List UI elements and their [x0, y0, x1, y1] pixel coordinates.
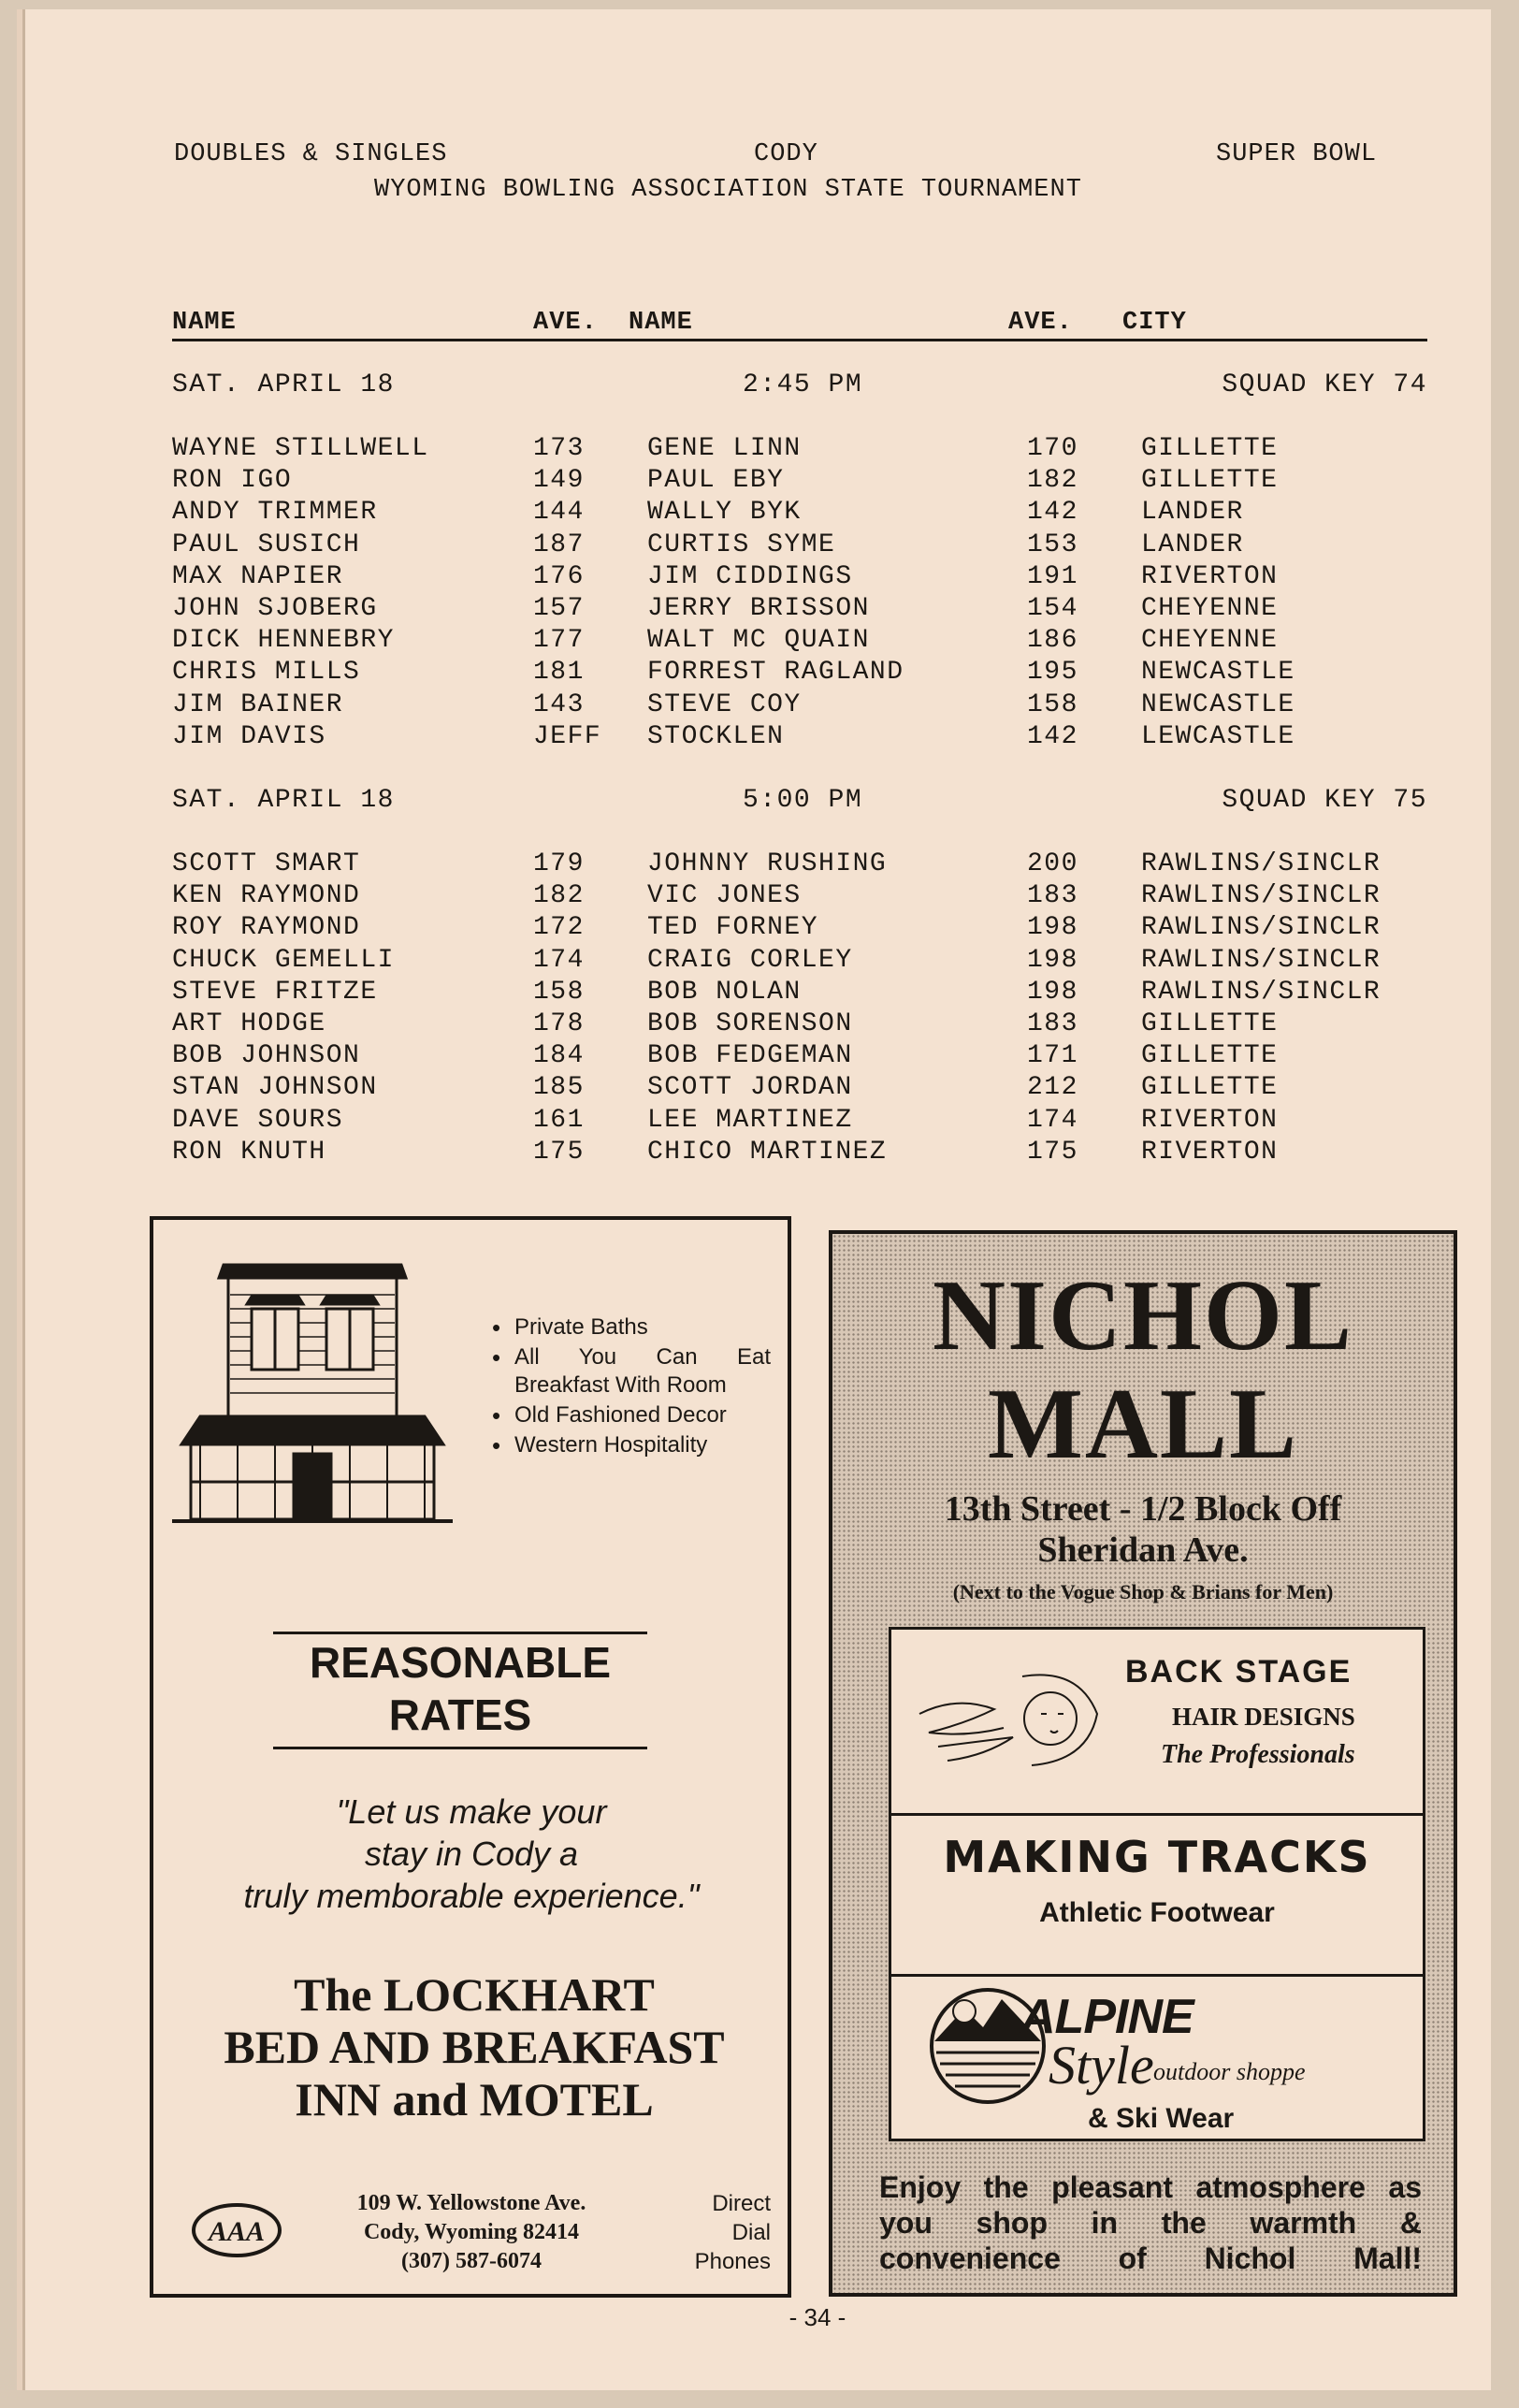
mall-title-line: NICHOL	[932, 1260, 1354, 1371]
squad-date: SAT. APRIL 18	[172, 370, 395, 399]
phone-number: (307) 587-6074	[401, 2249, 542, 2273]
bowler-2-average: 153	[1027, 529, 1078, 559]
location-line: 13th Street - 1/2 Block Off	[944, 1489, 1342, 1529]
bowler-2-average: 142	[1027, 498, 1078, 528]
making-tracks-subtitle: Athletic Footwear	[1039, 1897, 1275, 1928]
bowler-1-average: 185	[533, 1073, 585, 1103]
city: GILLETTE	[1141, 466, 1279, 496]
squad-time: 2:45 PM	[743, 370, 863, 399]
bowler-2-name: STOCKLEN	[647, 721, 785, 751]
mall-slogan: Enjoy the pleasant atmosphere as you shop in the warmth & convenience of Nichol Mall!	[879, 2170, 1422, 2275]
bowler-1-average: 176	[533, 561, 585, 591]
bowler-2-average: 170	[1027, 434, 1078, 463]
squad-time: 5:00 PM	[743, 786, 863, 815]
alpine-name: ALPINE	[1020, 1990, 1194, 2044]
bowler-2-name: JOHNNY RUSHING	[647, 849, 888, 878]
bowler-1-name: RON IGO	[172, 466, 293, 496]
bowler-1-average: 173	[533, 434, 585, 463]
bowler-2-average: 142	[1027, 721, 1078, 751]
bowler-1-name: SCOTT SMART	[172, 849, 361, 878]
city: RIVERTON	[1141, 1137, 1279, 1167]
reasonable-rates-banner	[273, 1632, 647, 1749]
city: GILLETTE	[1141, 1008, 1279, 1038]
inn-name	[153, 1968, 795, 2125]
col-name-1: NAME	[172, 309, 237, 337]
bowler-2-average: 182	[1027, 466, 1078, 496]
bowler-1-name: JIM BAINER	[172, 689, 344, 719]
bowler-2-average: 200	[1027, 849, 1078, 878]
roster-row	[172, 722, 1427, 754]
amenity-item: • Old Fashioned Decor	[490, 1401, 771, 1429]
header-right: SUPER BOWL	[1216, 140, 1378, 168]
bowler-2-name: PAUL EBY	[647, 466, 785, 496]
store-making-tracks	[891, 1813, 1423, 1977]
address-line: Cody, Wyoming 82414	[363, 2220, 580, 2244]
aaa-logo-icon	[191, 2202, 282, 2258]
col-ave-1: AVE.	[533, 309, 598, 337]
rates-line: RATES	[388, 1690, 532, 1739]
bowler-1-average: 177	[533, 626, 585, 656]
city: LANDER	[1141, 498, 1244, 528]
back-stage-name: BACK STAGE	[1125, 1654, 1353, 1690]
roster-row	[172, 1106, 1427, 1138]
bowler-2-name: SCOTT JORDAN	[647, 1073, 853, 1103]
bowler-2-name: GENE LINN	[647, 434, 802, 463]
roster-row	[172, 594, 1427, 626]
roster-row	[172, 1009, 1427, 1041]
roster-row	[172, 978, 1427, 1009]
bowler-1-name: ROY RAYMOND	[172, 913, 361, 943]
lockhart-ad	[150, 1216, 791, 2298]
bowler-2-average: 186	[1027, 626, 1078, 656]
amenity-item: • All You Can Eat Breakfast With Room	[490, 1343, 771, 1400]
bowler-1-average: 149	[533, 466, 585, 496]
city: CHEYENNE	[1141, 593, 1279, 623]
bowler-1-name: STEVE FRITZE	[172, 977, 378, 1007]
bowler-1-name: CHRIS MILLS	[172, 658, 361, 688]
bowler-2-name: BOB FEDGEMAN	[647, 1041, 853, 1071]
bowler-2-name: STEVE COY	[647, 689, 802, 719]
store-alpine-style	[891, 1974, 1423, 2139]
bowler-2-name: VIC JONES	[647, 881, 802, 911]
program-page	[17, 9, 1491, 2390]
roster-row	[172, 530, 1427, 562]
bowler-1-name: PAUL SUSICH	[172, 529, 361, 559]
slogan-quote	[172, 1791, 771, 1917]
victorian-house-illustration	[172, 1257, 453, 1529]
alpine-outdoor-shoppe: outdoor shoppe	[1153, 2058, 1306, 2085]
bowler-2-average: 191	[1027, 561, 1078, 591]
bowler-1-average: 187	[533, 529, 585, 559]
city: CHEYENNE	[1141, 626, 1279, 656]
bowler-1-name: MAX NAPIER	[172, 561, 344, 591]
roster-row	[172, 626, 1427, 658]
col-name-2: NAME	[629, 309, 693, 337]
direct-line: Dial	[731, 2220, 771, 2245]
bowler-1-name: WAYNE STILLWELL	[172, 434, 429, 463]
bowler-1-average: 184	[533, 1041, 585, 1071]
bowler-1-average: JEFF	[533, 721, 602, 751]
bowler-2-average: 154	[1027, 593, 1078, 623]
roster-row	[172, 849, 1427, 881]
bowler-2-name: CRAIG CORLEY	[647, 945, 853, 975]
mall-landmark: (Next to the Vogue Shop & Brians for Men)	[952, 1580, 1334, 1603]
bowler-2-average: 195	[1027, 658, 1078, 688]
roster-row	[172, 562, 1427, 594]
rates-line: REASONABLE	[309, 1638, 612, 1687]
amenity-item: • Western Hospitality	[490, 1431, 771, 1459]
bowler-2-name: TED FORNEY	[647, 913, 819, 943]
store-back-stage	[891, 1630, 1423, 1816]
bowler-1-average: 175	[533, 1137, 585, 1167]
bowler-1-name: ART HODGE	[172, 1008, 326, 1038]
bowler-2-name: JERRY BRISSON	[647, 593, 870, 623]
bowler-2-average: 198	[1027, 945, 1078, 975]
back-stage-subtitle: HAIR DESIGNS	[1172, 1703, 1355, 1731]
bowler-2-average: 175	[1027, 1137, 1078, 1167]
bowler-1-average: 161	[533, 1105, 585, 1135]
bowler-2-average: 183	[1027, 881, 1078, 911]
aaa-logo-text: AAA	[208, 2216, 266, 2247]
hair-sketch-icon	[910, 1658, 1116, 1779]
roster-row	[172, 1073, 1427, 1105]
bowler-1-name: KEN RAYMOND	[172, 881, 361, 911]
bowler-2-average: 158	[1027, 689, 1078, 719]
city: GILLETTE	[1141, 1073, 1279, 1103]
back-stage-tagline: The Professionals	[1161, 1740, 1355, 1769]
mall-title	[832, 1262, 1454, 1479]
bowler-1-average: 174	[533, 945, 585, 975]
bowler-1-name: RON KNUTH	[172, 1137, 326, 1167]
bowler-2-average: 198	[1027, 913, 1078, 943]
header-subtitle: WYOMING BOWLING ASSOCIATION STATE TOURNAMENT	[374, 176, 1082, 204]
bowler-1-average: 181	[533, 658, 585, 688]
location-line: Sheridan Ave.	[1037, 1530, 1249, 1570]
store-directory	[889, 1627, 1425, 2141]
roster-row	[172, 466, 1427, 498]
making-tracks-name: MAKING TRACKS	[943, 1832, 1371, 1882]
col-city: CITY	[1122, 309, 1187, 337]
roster-row	[172, 498, 1427, 529]
bowler-1-average: 172	[533, 913, 585, 943]
city: RAWLINS/SINCLR	[1141, 881, 1382, 911]
roster-row	[172, 1138, 1427, 1169]
city: RAWLINS/SINCLR	[1141, 945, 1382, 975]
page-number: - 34 -	[788, 2303, 846, 2331]
direct-line: Phones	[694, 2249, 771, 2274]
amenities-list	[490, 1313, 771, 1461]
roster-row	[172, 946, 1427, 978]
mall-title-line: MALL	[988, 1369, 1298, 1480]
quote-line: "Let us make your	[336, 1792, 607, 1831]
bowler-2-name: LEE MARTINEZ	[647, 1105, 853, 1135]
roster-row	[172, 658, 1427, 689]
bowler-2-name: JIM CIDDINGS	[647, 561, 853, 591]
bowler-1-name: BOB JOHNSON	[172, 1041, 361, 1071]
amenity-item: • Private Baths	[490, 1313, 771, 1342]
bowler-1-name: JIM DAVIS	[172, 721, 326, 751]
bowler-1-name: ANDY TRIMMER	[172, 498, 378, 528]
roster-squad-75	[172, 849, 1427, 1169]
bowler-2-average: 183	[1027, 1008, 1078, 1038]
roster-row	[172, 881, 1427, 913]
direct-line: Direct	[712, 2191, 771, 2216]
city: LANDER	[1141, 529, 1244, 559]
inn-name-line: BED AND BREAKFAST	[224, 2021, 725, 2073]
bowler-2-average: 198	[1027, 977, 1078, 1007]
city: GILLETTE	[1141, 434, 1279, 463]
header-center: CODY	[754, 140, 818, 168]
city: GILLETTE	[1141, 1041, 1279, 1071]
bowler-1-average: 157	[533, 593, 585, 623]
city: NEWCASTLE	[1141, 689, 1295, 719]
city: NEWCASTLE	[1141, 658, 1295, 688]
inn-name-line: The LOCKHART	[294, 1968, 655, 2021]
bowler-2-name: CHICO MARTINEZ	[647, 1137, 888, 1167]
roster-row	[172, 913, 1427, 945]
bowler-1-average: 144	[533, 498, 585, 528]
quote-line: truly memborable experience."	[243, 1877, 700, 1915]
bowler-1-average: 178	[533, 1008, 585, 1038]
roster-squad-74	[172, 434, 1427, 754]
bowler-2-name: WALLY BYK	[647, 498, 802, 528]
bowler-2-name: CURTIS SYME	[647, 529, 836, 559]
city: RIVERTON	[1141, 561, 1279, 591]
squad-key: SQUAD KEY 75	[1222, 786, 1427, 815]
bowler-2-name: WALT MC QUAIN	[647, 626, 870, 656]
address-line: 109 W. Yellowstone Ave.	[356, 2191, 586, 2215]
roster-row	[172, 690, 1427, 722]
squad-key: SQUAD KEY 74	[1222, 370, 1427, 399]
bowler-1-average: 143	[533, 689, 585, 719]
squad-header-75	[172, 786, 1427, 818]
city: RAWLINS/SINCLR	[1141, 977, 1382, 1007]
header-rule	[172, 339, 1427, 341]
bowler-1-name: STAN JOHNSON	[172, 1073, 378, 1103]
col-ave-2: AVE.	[1008, 309, 1073, 337]
city: LEWCASTLE	[1141, 721, 1295, 751]
bowler-2-name: FORREST RAGLAND	[647, 658, 904, 688]
inn-address	[312, 2189, 630, 2276]
roster-row	[172, 1041, 1427, 1073]
bowler-1-name: DICK HENNEBRY	[172, 626, 395, 656]
direct-dial-note	[658, 2189, 771, 2276]
quote-line: stay in Cody a	[364, 1835, 579, 1873]
bowler-1-average: 182	[533, 881, 585, 911]
squad-header-74	[172, 370, 1427, 402]
bowler-1-average: 158	[533, 977, 585, 1007]
nichol-mall-ad	[829, 1230, 1457, 2297]
bowler-1-name: DAVE SOURS	[172, 1105, 344, 1135]
bowler-2-name: BOB SORENSON	[647, 1008, 853, 1038]
header-left: DOUBLES & SINGLES	[174, 140, 448, 168]
city: RAWLINS/SINCLR	[1141, 849, 1382, 878]
squad-date: SAT. APRIL 18	[172, 786, 395, 815]
inn-name-line: INN and MOTEL	[295, 2073, 654, 2125]
bowler-2-average: 174	[1027, 1105, 1078, 1135]
bowler-2-average: 212	[1027, 1073, 1078, 1103]
alpine-ski-wear: & Ski Wear	[1088, 2103, 1235, 2134]
bowler-2-name: BOB NOLAN	[647, 977, 802, 1007]
bowler-1-name: JOHN SJOBERG	[172, 593, 378, 623]
bowler-2-average: 171	[1027, 1041, 1078, 1071]
bowler-1-average: 179	[533, 849, 585, 878]
city: RAWLINS/SINCLR	[1141, 913, 1382, 943]
roster-row	[172, 434, 1427, 466]
alpine-style-script: Style	[1049, 2035, 1154, 2096]
city: RIVERTON	[1141, 1105, 1279, 1135]
bowler-1-name: CHUCK GEMELLI	[172, 945, 395, 975]
mall-location	[832, 1488, 1454, 1571]
